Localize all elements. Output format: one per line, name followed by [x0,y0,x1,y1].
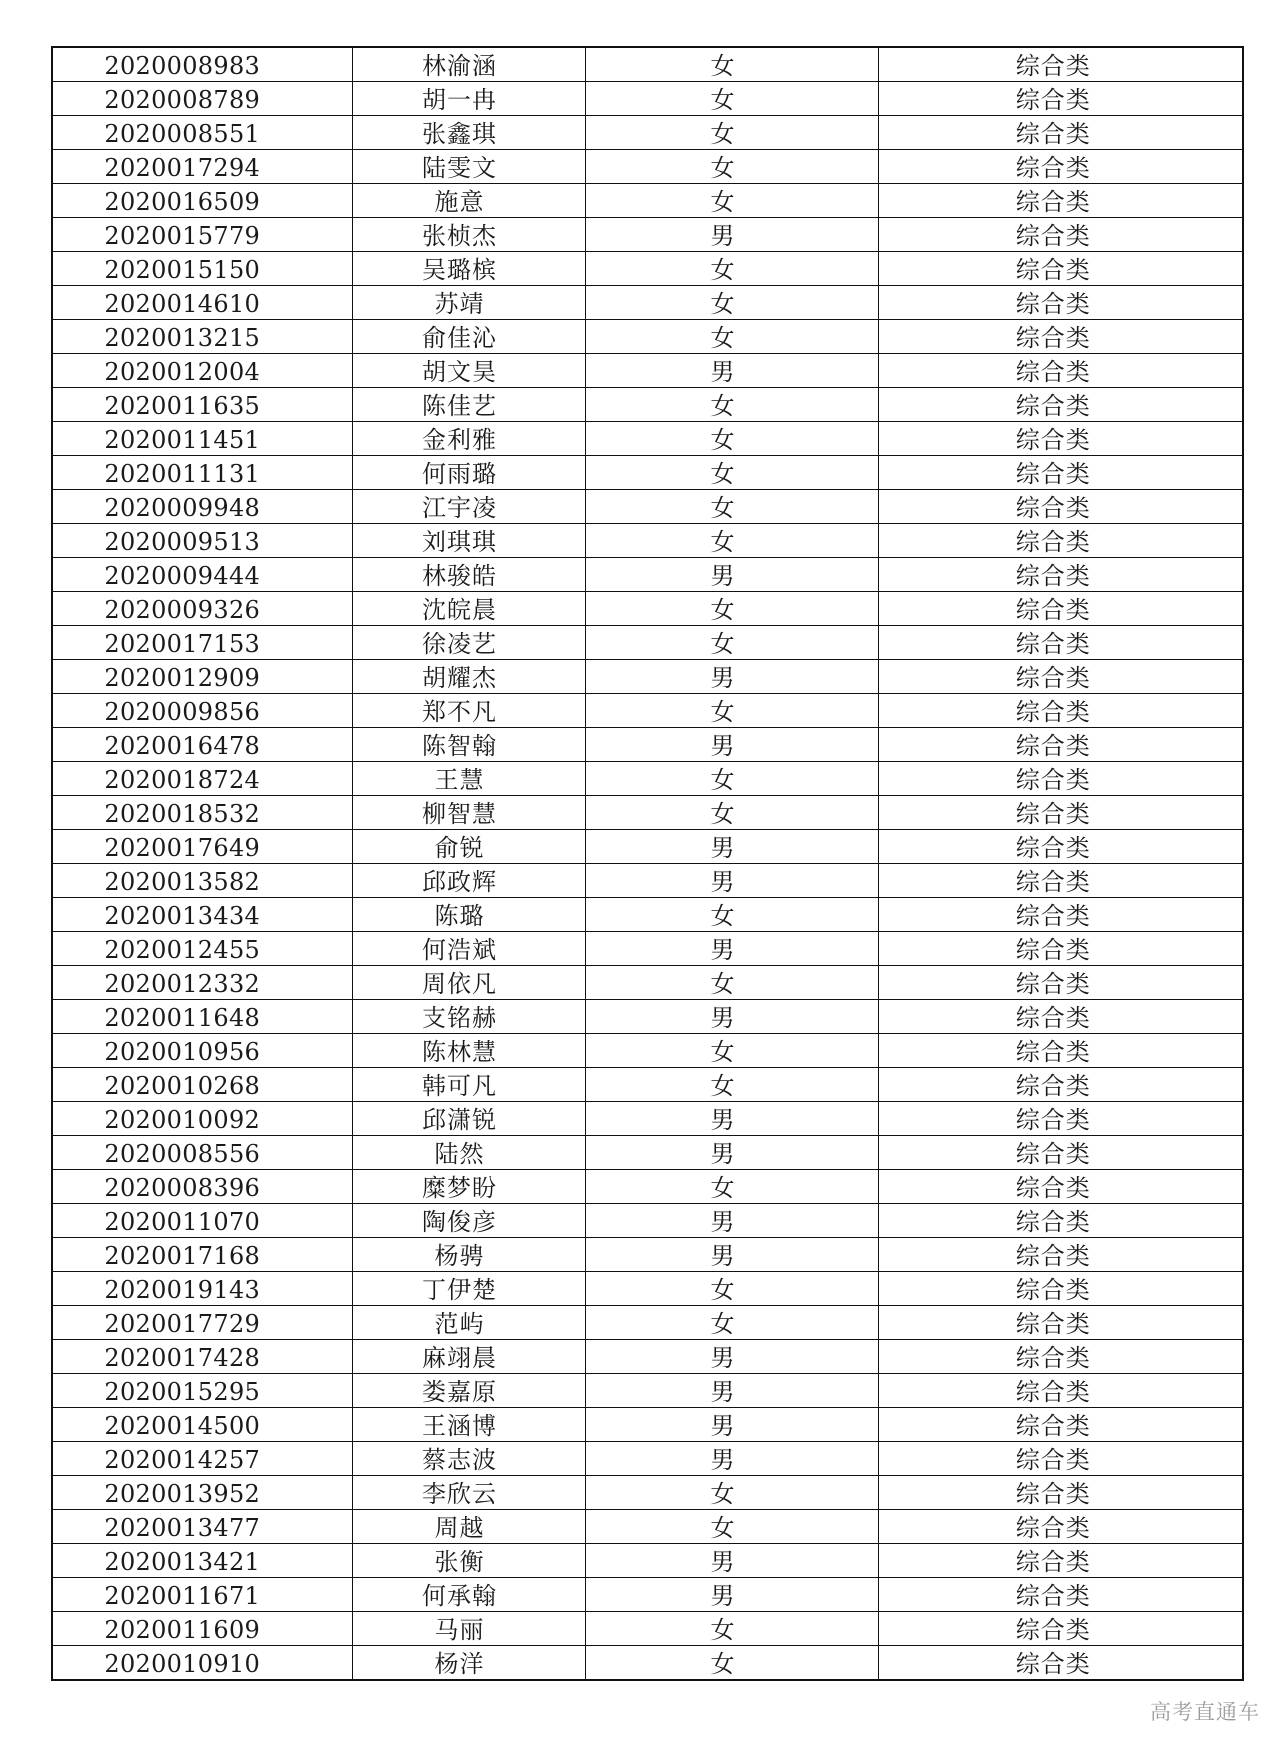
cell-candidate-id: 2020014257 [52,1442,352,1476]
cell-gender: 女 [585,252,878,286]
cell-candidate-id: 2020011131 [52,456,352,490]
table-row [52,116,1243,150]
cell-gender: 女 [585,1034,878,1068]
cell-candidate-id: 2020017168 [52,1238,352,1272]
cell-gender: 女 [585,524,878,558]
cell-student-name: 韩可凡 [352,1068,585,1102]
cell-category: 综合类 [878,116,1243,150]
cell-gender: 男 [585,1136,878,1170]
table-row [52,1272,1243,1306]
cell-student-name: 江宇凌 [352,490,585,524]
cell-student-name: 支铭赫 [352,1000,585,1034]
cell-gender: 女 [585,490,878,524]
cell-category: 综合类 [878,1238,1243,1272]
cell-gender: 女 [585,422,878,456]
cell-student-name: 施意 [352,184,585,218]
cell-category: 综合类 [878,490,1243,524]
cell-category: 综合类 [878,1170,1243,1204]
cell-candidate-id: 2020013952 [52,1476,352,1510]
cell-category: 综合类 [878,218,1243,252]
table-row [52,47,1243,82]
cell-category: 综合类 [878,830,1243,864]
table-row [52,626,1243,660]
cell-student-name: 胡文昊 [352,354,585,388]
table-row [52,1170,1243,1204]
cell-candidate-id: 2020014500 [52,1408,352,1442]
cell-candidate-id: 2020011070 [52,1204,352,1238]
cell-candidate-id: 2020012332 [52,966,352,1000]
cell-candidate-id: 2020011451 [52,422,352,456]
cell-candidate-id: 2020009513 [52,524,352,558]
table-row [52,1136,1243,1170]
cell-student-name: 邱政辉 [352,864,585,898]
table-row [52,1340,1243,1374]
table-row [52,1612,1243,1646]
cell-student-name: 刘琪琪 [352,524,585,558]
cell-student-name: 沈皖晨 [352,592,585,626]
cell-category: 综合类 [878,388,1243,422]
cell-category: 综合类 [878,1544,1243,1578]
cell-gender: 女 [585,1612,878,1646]
cell-student-name: 胡耀杰 [352,660,585,694]
cell-candidate-id: 2020018724 [52,762,352,796]
cell-category: 综合类 [878,1034,1243,1068]
table-row [52,796,1243,830]
cell-candidate-id: 2020010092 [52,1102,352,1136]
cell-category: 综合类 [878,558,1243,592]
cell-gender: 男 [585,1544,878,1578]
cell-gender: 女 [585,1476,878,1510]
cell-student-name: 杨洋 [352,1646,585,1681]
cell-candidate-id: 2020010956 [52,1034,352,1068]
cell-gender: 男 [585,728,878,762]
cell-gender: 男 [585,1408,878,1442]
cell-category: 综合类 [878,1136,1243,1170]
cell-student-name: 范屿 [352,1306,585,1340]
cell-student-name: 糜梦盼 [352,1170,585,1204]
cell-gender: 女 [585,1272,878,1306]
cell-candidate-id: 2020012455 [52,932,352,966]
table-row [52,422,1243,456]
cell-category: 综合类 [878,660,1243,694]
cell-gender: 女 [585,150,878,184]
cell-category: 综合类 [878,286,1243,320]
cell-candidate-id: 2020011671 [52,1578,352,1612]
table-row [52,1238,1243,1272]
cell-student-name: 俞锐 [352,830,585,864]
cell-category: 综合类 [878,1102,1243,1136]
cell-gender: 女 [585,1068,878,1102]
table-row [52,660,1243,694]
cell-student-name: 丁伊楚 [352,1272,585,1306]
cell-candidate-id: 2020008396 [52,1170,352,1204]
table-row [52,1204,1243,1238]
cell-candidate-id: 2020015150 [52,252,352,286]
cell-student-name: 周依凡 [352,966,585,1000]
cell-candidate-id: 2020018532 [52,796,352,830]
cell-student-name: 林渝涵 [352,47,585,82]
table-row [52,1068,1243,1102]
table-row [52,1510,1243,1544]
cell-student-name: 何浩斌 [352,932,585,966]
cell-candidate-id: 2020015295 [52,1374,352,1408]
cell-student-name: 马丽 [352,1612,585,1646]
table-row [52,1000,1243,1034]
table-row [52,218,1243,252]
table-row [52,728,1243,762]
cell-category: 综合类 [878,1476,1243,1510]
table-row [52,82,1243,116]
cell-candidate-id: 2020013215 [52,320,352,354]
cell-candidate-id: 2020010910 [52,1646,352,1681]
cell-gender: 男 [585,660,878,694]
cell-student-name: 苏靖 [352,286,585,320]
watermark-text: 高考直通车 [1150,1700,1260,1724]
cell-gender: 女 [585,47,878,82]
cell-category: 综合类 [878,1578,1243,1612]
cell-student-name: 娄嘉原 [352,1374,585,1408]
cell-student-name: 陈林慧 [352,1034,585,1068]
table-row [52,558,1243,592]
cell-student-name: 张衡 [352,1544,585,1578]
table-row [52,1374,1243,1408]
cell-category: 综合类 [878,864,1243,898]
table-row [52,1442,1243,1476]
cell-student-name: 金利雅 [352,422,585,456]
cell-gender: 男 [585,558,878,592]
cell-category: 综合类 [878,1306,1243,1340]
cell-candidate-id: 2020016478 [52,728,352,762]
cell-student-name: 陆雯文 [352,150,585,184]
cell-category: 综合类 [878,1442,1243,1476]
cell-candidate-id: 2020017294 [52,150,352,184]
cell-gender: 男 [585,354,878,388]
table-row [52,1578,1243,1612]
table-row [52,1544,1243,1578]
cell-candidate-id: 2020013477 [52,1510,352,1544]
cell-gender: 男 [585,1204,878,1238]
cell-student-name: 何承翰 [352,1578,585,1612]
cell-gender: 男 [585,830,878,864]
table-row [52,864,1243,898]
cell-student-name: 胡一冉 [352,82,585,116]
table-row [52,1408,1243,1442]
cell-student-name: 杨骋 [352,1238,585,1272]
cell-candidate-id: 2020008551 [52,116,352,150]
cell-candidate-id: 2020008789 [52,82,352,116]
cell-gender: 女 [585,456,878,490]
table-row [52,694,1243,728]
cell-candidate-id: 2020009326 [52,592,352,626]
table-row [52,762,1243,796]
cell-category: 综合类 [878,82,1243,116]
cell-student-name: 柳智慧 [352,796,585,830]
cell-candidate-id: 2020010268 [52,1068,352,1102]
table-row [52,1034,1243,1068]
cell-gender: 男 [585,1102,878,1136]
cell-category: 综合类 [878,796,1243,830]
cell-student-name: 张桢杰 [352,218,585,252]
cell-category: 综合类 [878,762,1243,796]
cell-candidate-id: 2020013434 [52,898,352,932]
cell-student-name: 蔡志波 [352,1442,585,1476]
table-row [52,286,1243,320]
cell-category: 综合类 [878,422,1243,456]
cell-category: 综合类 [878,898,1243,932]
cell-gender: 女 [585,694,878,728]
table-row [52,184,1243,218]
table-row [52,524,1243,558]
cell-gender: 女 [585,388,878,422]
cell-student-name: 陆然 [352,1136,585,1170]
cell-candidate-id: 2020017729 [52,1306,352,1340]
cell-candidate-id: 2020019143 [52,1272,352,1306]
table-row [52,456,1243,490]
cell-candidate-id: 2020013421 [52,1544,352,1578]
cell-candidate-id: 2020013582 [52,864,352,898]
cell-student-name: 徐凌艺 [352,626,585,660]
table-row [52,1646,1243,1681]
cell-student-name: 俞佳沁 [352,320,585,354]
roster-sheet [51,46,1242,1681]
cell-gender: 女 [585,762,878,796]
cell-gender: 男 [585,1578,878,1612]
cell-gender: 男 [585,864,878,898]
roster-table-body [52,47,1243,1680]
cell-gender: 男 [585,932,878,966]
cell-category: 综合类 [878,456,1243,490]
cell-student-name: 邱潇锐 [352,1102,585,1136]
cell-category: 综合类 [878,320,1243,354]
table-row [52,932,1243,966]
cell-candidate-id: 2020014610 [52,286,352,320]
cell-gender: 男 [585,1238,878,1272]
cell-category: 综合类 [878,1646,1243,1681]
cell-category: 综合类 [878,1272,1243,1306]
cell-candidate-id: 2020009948 [52,490,352,524]
cell-candidate-id: 2020017153 [52,626,352,660]
cell-candidate-id: 2020011635 [52,388,352,422]
cell-category: 综合类 [878,1408,1243,1442]
cell-student-name: 王慧 [352,762,585,796]
table-row [52,898,1243,932]
cell-category: 综合类 [878,1612,1243,1646]
cell-candidate-id: 2020017428 [52,1340,352,1374]
table-row [52,1306,1243,1340]
cell-student-name: 周越 [352,1510,585,1544]
cell-gender: 女 [585,592,878,626]
cell-category: 综合类 [878,354,1243,388]
cell-gender: 女 [585,320,878,354]
cell-student-name: 陶俊彦 [352,1204,585,1238]
cell-candidate-id: 2020016509 [52,184,352,218]
cell-gender: 女 [585,1510,878,1544]
cell-gender: 女 [585,1646,878,1681]
cell-student-name: 何雨璐 [352,456,585,490]
table-row [52,388,1243,422]
cell-candidate-id: 2020011648 [52,1000,352,1034]
cell-gender: 女 [585,626,878,660]
cell-student-name: 陈佳艺 [352,388,585,422]
cell-category: 综合类 [878,932,1243,966]
cell-gender: 男 [585,218,878,252]
cell-student-name: 林骏皓 [352,558,585,592]
cell-category: 综合类 [878,1510,1243,1544]
cell-gender: 女 [585,898,878,932]
cell-gender: 女 [585,184,878,218]
table-row [52,150,1243,184]
cell-gender: 男 [585,1442,878,1476]
cell-student-name: 王涵博 [352,1408,585,1442]
cell-student-name: 李欣云 [352,1476,585,1510]
cell-candidate-id: 2020009856 [52,694,352,728]
cell-category: 综合类 [878,1340,1243,1374]
cell-gender: 女 [585,1170,878,1204]
cell-category: 综合类 [878,966,1243,1000]
cell-candidate-id: 2020012909 [52,660,352,694]
cell-gender: 女 [585,286,878,320]
cell-student-name: 张鑫琪 [352,116,585,150]
table-row [52,966,1243,1000]
cell-category: 综合类 [878,1000,1243,1034]
table-row [52,354,1243,388]
cell-candidate-id: 2020009444 [52,558,352,592]
cell-gender: 女 [585,966,878,1000]
cell-category: 综合类 [878,1204,1243,1238]
table-row [52,1102,1243,1136]
cell-student-name: 郑不凡 [352,694,585,728]
cell-category: 综合类 [878,694,1243,728]
cell-candidate-id: 2020015779 [52,218,352,252]
cell-category: 综合类 [878,1374,1243,1408]
cell-category: 综合类 [878,626,1243,660]
cell-candidate-id: 2020017649 [52,830,352,864]
cell-gender: 男 [585,1374,878,1408]
cell-category: 综合类 [878,150,1243,184]
cell-category: 综合类 [878,252,1243,286]
cell-gender: 女 [585,82,878,116]
cell-gender: 男 [585,1340,878,1374]
cell-category: 综合类 [878,47,1243,82]
cell-category: 综合类 [878,728,1243,762]
table-row [52,1476,1243,1510]
cell-category: 综合类 [878,524,1243,558]
roster-table [51,46,1244,1681]
cell-candidate-id: 2020011609 [52,1612,352,1646]
cell-gender: 女 [585,796,878,830]
cell-candidate-id: 2020012004 [52,354,352,388]
table-row [52,320,1243,354]
cell-category: 综合类 [878,1068,1243,1102]
cell-category: 综合类 [878,184,1243,218]
cell-student-name: 陈璐 [352,898,585,932]
table-row [52,490,1243,524]
cell-candidate-id: 2020008556 [52,1136,352,1170]
cell-student-name: 陈智翰 [352,728,585,762]
table-row [52,830,1243,864]
cell-gender: 男 [585,1000,878,1034]
table-row [52,592,1243,626]
table-row [52,252,1243,286]
cell-gender: 女 [585,116,878,150]
cell-student-name: 麻翊晨 [352,1340,585,1374]
cell-gender: 女 [585,1306,878,1340]
cell-candidate-id: 2020008983 [52,47,352,82]
cell-category: 综合类 [878,592,1243,626]
cell-student-name: 吴璐槟 [352,252,585,286]
